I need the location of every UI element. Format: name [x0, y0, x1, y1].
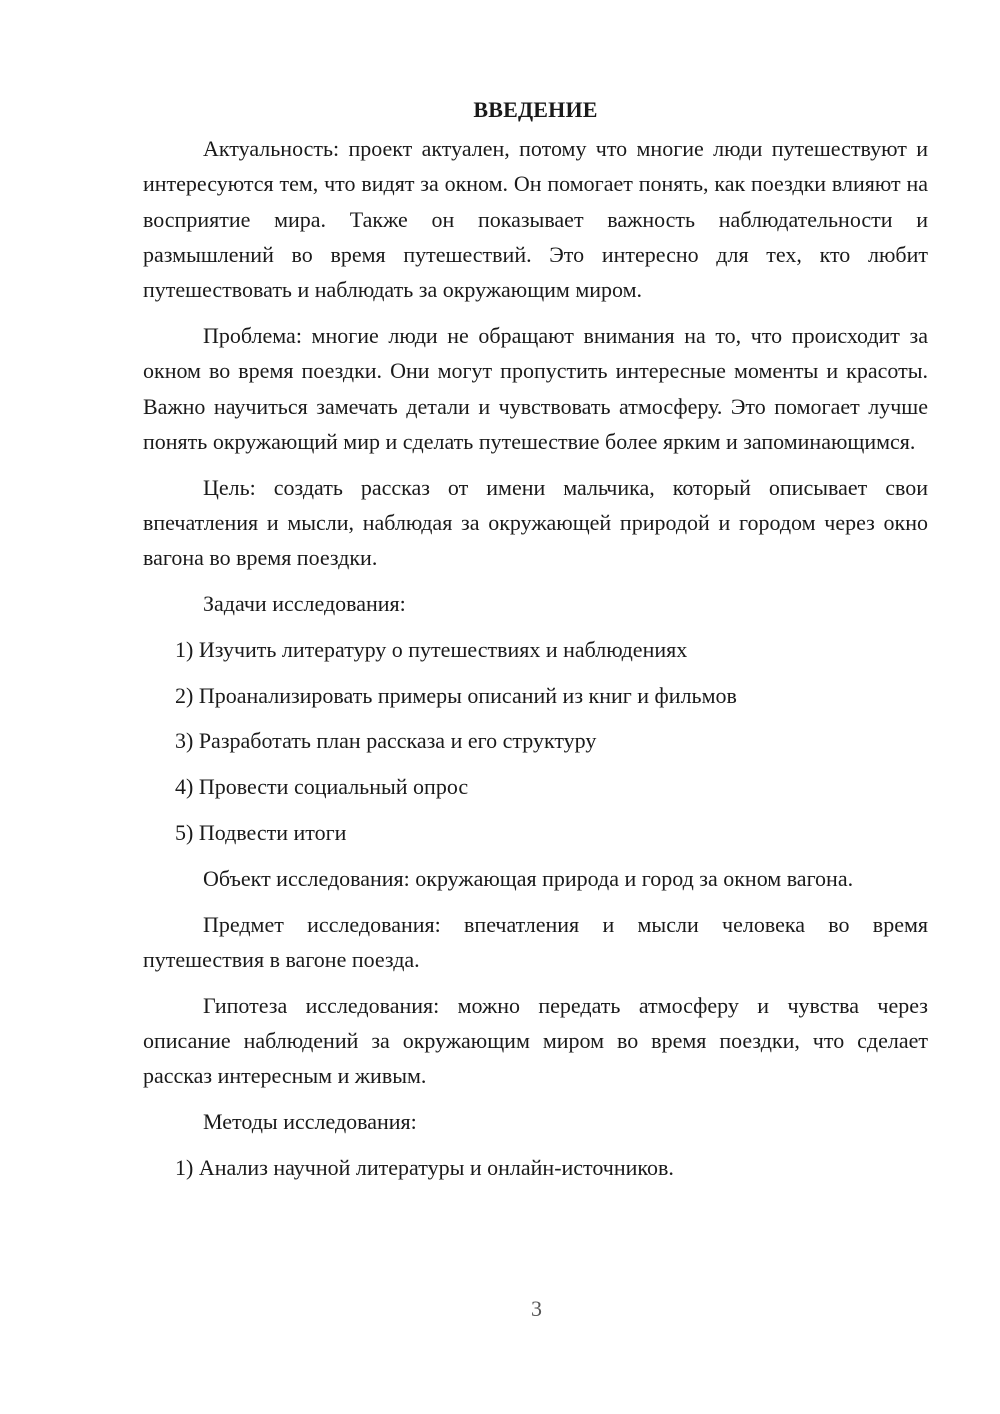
paragraph-relevance: Актуальность: проект актуален, потому что многие люди путешествуют и интересуются тем, что видят за окном. Он помогает понять, как поездки влияют на восприятие мира. Также он показывает важность наблюдательности и размышлений во время путешествий. Это интересно для тех, кто любит путешествовать и наблюдать за окружающим миром. [143, 136, 928, 303]
paragraph-subject: Предмет исследования: впечатления и мысли человека во время путешествия в вагоне поезда. [143, 911, 928, 972]
list-item-task-3: 3) Разработать план рассказа и его структуру [175, 728, 597, 754]
list-item-task-1: 1) Изучить литературу о путешествиях и наблюдениях [175, 636, 688, 662]
list-item-method-1: 1) Анализ научной литературы и онлайн-источников. [175, 1154, 674, 1180]
paragraph-problem: Проблема: многие люди не обращают внимания на то, что происходит за окном во время поездки. Они могут пропустить интересные моменты и красоты. Важно научиться замечать детали и чувствовать атмосферу. Это помогает лучше понять окружающий мир и сделать путешествие более ярким и запоминающимся. [143, 322, 928, 454]
paragraph-tasks-heading: Задачи исследования: [203, 591, 406, 617]
paragraph-object: Объект исследования: окружающая природа и город за окном вагона. [203, 865, 854, 891]
paragraph-methods-heading: Методы исследования: [203, 1109, 417, 1135]
paragraph-goal: Цель: создать рассказ от имени мальчика, который описывает свои впечатления и мысли, наблюдая за окружающей природой и городом через окно вагона во время поездки. [143, 474, 928, 571]
page-title: ВВЕДЕНИЕ [473, 97, 598, 122]
list-item-task-2: 2) Проанализировать примеры описаний из книг и фильмов [175, 682, 737, 708]
page-number: 3 [531, 1296, 542, 1321]
list-item-task-4: 4) Провести социальный опрос [175, 774, 469, 800]
list-item-task-5: 5) Подвести итоги [175, 820, 347, 846]
paragraph-hypothesis: Гипотеза исследования: можно передать атмосферу и чувства через описание наблюдений за окружающим миром во время поездки, что сделает рассказ интересным и живым. [143, 992, 928, 1089]
page-content [143, 92, 928, 1196]
